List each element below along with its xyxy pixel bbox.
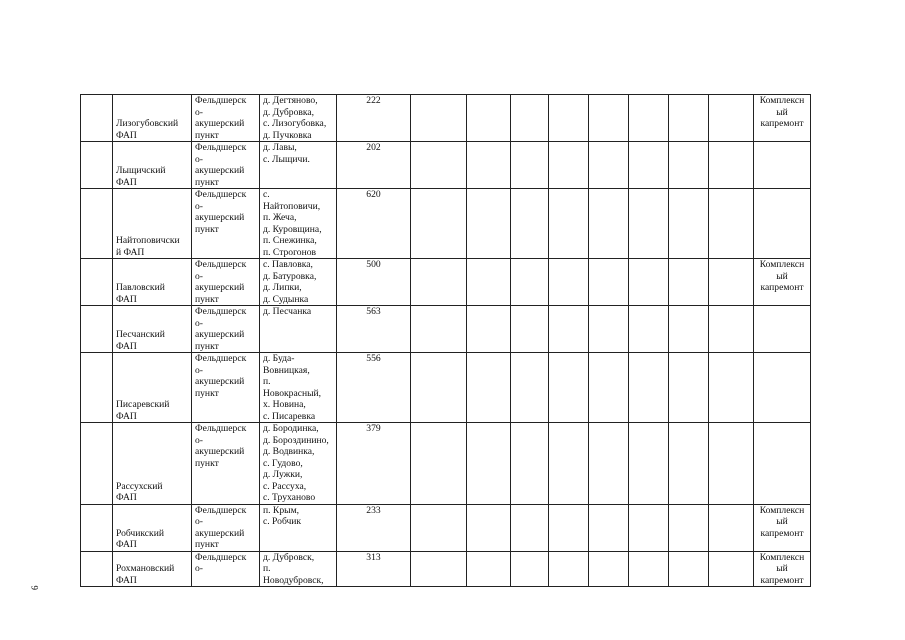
empty-cell [589,306,629,353]
table-row [81,259,811,306]
empty-cell [589,353,629,423]
empty-cell [669,306,709,353]
repair-note-cell [754,353,811,423]
empty-cell [589,95,629,142]
table-row [81,142,811,189]
row-number-cell [81,306,113,353]
row-number-cell [81,259,113,306]
served-settlements-cell: с. Павловка, д. Батуровка, д. Липки, д. Судынка [260,259,337,306]
empty-cell [669,95,709,142]
empty-cell [709,504,754,551]
empty-cell [669,423,709,505]
empty-cell [629,189,669,259]
table-row [81,551,811,587]
empty-cell [709,353,754,423]
empty-cell [411,189,467,259]
empty-cell [709,259,754,306]
served-settlements-cell: д. Песчанка [260,306,337,353]
empty-cell [589,259,629,306]
empty-cell [511,259,549,306]
empty-cell [629,423,669,505]
population-cell: 379 [337,423,411,505]
empty-cell [411,353,467,423]
population-cell: 556 [337,353,411,423]
empty-cell [467,504,511,551]
facility-name-cell: Песчанский ФАП [113,306,192,353]
facility-name-cell: Найтоповичски й ФАП [113,189,192,259]
facility-type-cell: Фельдшерск о- [192,551,260,587]
facility-name-cell: Лыщичский ФАП [113,142,192,189]
population-cell: 313 [337,551,411,587]
table-row [81,504,811,551]
facility-type-cell: Фельдшерск о- акушерский пункт [192,142,260,189]
served-settlements-cell: д. Дегтяново, д. Дубровка, с. Лизогубовка, д. Пучковка [260,95,337,142]
empty-cell [669,259,709,306]
repair-note-cell: Комплексн ый капремонт [754,259,811,306]
facility-type-cell: Фельдшерск о- акушерский пункт [192,189,260,259]
facilities-table [80,94,811,587]
facility-name-cell: Лизогубовский ФАП [113,95,192,142]
row-number-cell [81,504,113,551]
empty-cell [511,423,549,505]
empty-cell [511,189,549,259]
empty-cell [511,353,549,423]
empty-cell [629,142,669,189]
facility-type-cell: Фельдшерск о- акушерский пункт [192,306,260,353]
facility-type-cell: Фельдшерск о- акушерский пункт [192,504,260,551]
empty-cell [589,504,629,551]
page-number: 6 [30,585,40,590]
empty-cell [549,423,589,505]
facility-name-cell: Рохмановский ФАП [113,551,192,587]
table-row [81,423,811,505]
repair-note-cell: Комплексн ый капремонт [754,551,811,587]
facility-type-cell: Фельдшерск о- акушерский пункт [192,95,260,142]
repair-note-cell [754,306,811,353]
empty-cell [511,504,549,551]
empty-cell [411,551,467,587]
repair-note-cell: Комплексн ый капремонт [754,504,811,551]
row-number-cell [81,353,113,423]
empty-cell [669,504,709,551]
repair-note-cell [754,189,811,259]
served-settlements-cell: д. Лавы, с. Лыщичи. [260,142,337,189]
table-row [81,95,811,142]
served-settlements-cell: п. Крым, с. Робчик [260,504,337,551]
empty-cell [629,551,669,587]
empty-cell [709,423,754,505]
empty-cell [629,306,669,353]
empty-cell [467,551,511,587]
empty-cell [629,353,669,423]
served-settlements-cell: с. Найтоповичи, п. Жеча, д. Куровщина, п. Снежинка, п. Строгонов [260,189,337,259]
empty-cell [411,142,467,189]
repair-note-cell [754,423,811,505]
repair-note-cell: Комплексн ый капремонт [754,95,811,142]
population-cell: 563 [337,306,411,353]
row-number-cell [81,95,113,142]
empty-cell [467,306,511,353]
facility-type-cell: Фельдшерск о- акушерский пункт [192,423,260,505]
empty-cell [629,95,669,142]
facility-name-cell: Рассухский ФАП [113,423,192,505]
served-settlements-cell: д. Бородинка, д. Бороздинино, д. Водвинка, с. Гудово, д. Лужки, с. Рассуха, с. Труханово [260,423,337,505]
empty-cell [709,95,754,142]
population-cell: 202 [337,142,411,189]
empty-cell [467,259,511,306]
empty-cell [549,189,589,259]
empty-cell [411,306,467,353]
facility-name-cell: Павловский ФАП [113,259,192,306]
row-number-cell [81,551,113,587]
population-cell: 222 [337,95,411,142]
empty-cell [709,306,754,353]
empty-cell [669,142,709,189]
facility-type-cell: Фельдшерск о- акушерский пункт [192,353,260,423]
served-settlements-cell: д. Дубровск, п. Новодубровск, [260,551,337,587]
empty-cell [411,95,467,142]
empty-cell [549,551,589,587]
empty-cell [511,142,549,189]
empty-cell [467,189,511,259]
table-body [81,95,811,587]
served-settlements-cell: д. Буда- Вовницкая, п. Новокрасный, х. Новина, с. Писаревка [260,353,337,423]
empty-cell [411,423,467,505]
empty-cell [411,504,467,551]
facility-type-cell: Фельдшерск о- акушерский пункт [192,259,260,306]
empty-cell [549,259,589,306]
empty-cell [669,189,709,259]
row-number-cell [81,142,113,189]
empty-cell [709,142,754,189]
empty-cell [549,306,589,353]
facility-name-cell: Писаревский ФАП [113,353,192,423]
empty-cell [629,259,669,306]
empty-cell [589,423,629,505]
empty-cell [549,95,589,142]
repair-note-cell [754,142,811,189]
empty-cell [511,95,549,142]
population-cell: 233 [337,504,411,551]
population-cell: 500 [337,259,411,306]
row-number-cell [81,423,113,505]
empty-cell [467,353,511,423]
table-row [81,306,811,353]
table-row [81,353,811,423]
row-number-cell [81,189,113,259]
table-row [81,189,811,259]
empty-cell [589,551,629,587]
population-cell: 620 [337,189,411,259]
empty-cell [669,353,709,423]
empty-cell [709,189,754,259]
empty-cell [467,423,511,505]
empty-cell [467,95,511,142]
empty-cell [589,142,629,189]
empty-cell [511,306,549,353]
empty-cell [411,259,467,306]
empty-cell [549,504,589,551]
empty-cell [669,551,709,587]
empty-cell [589,189,629,259]
facility-name-cell: Робчикский ФАП [113,504,192,551]
empty-cell [709,551,754,587]
empty-cell [549,142,589,189]
empty-cell [629,504,669,551]
empty-cell [467,142,511,189]
empty-cell [549,353,589,423]
empty-cell [511,551,549,587]
